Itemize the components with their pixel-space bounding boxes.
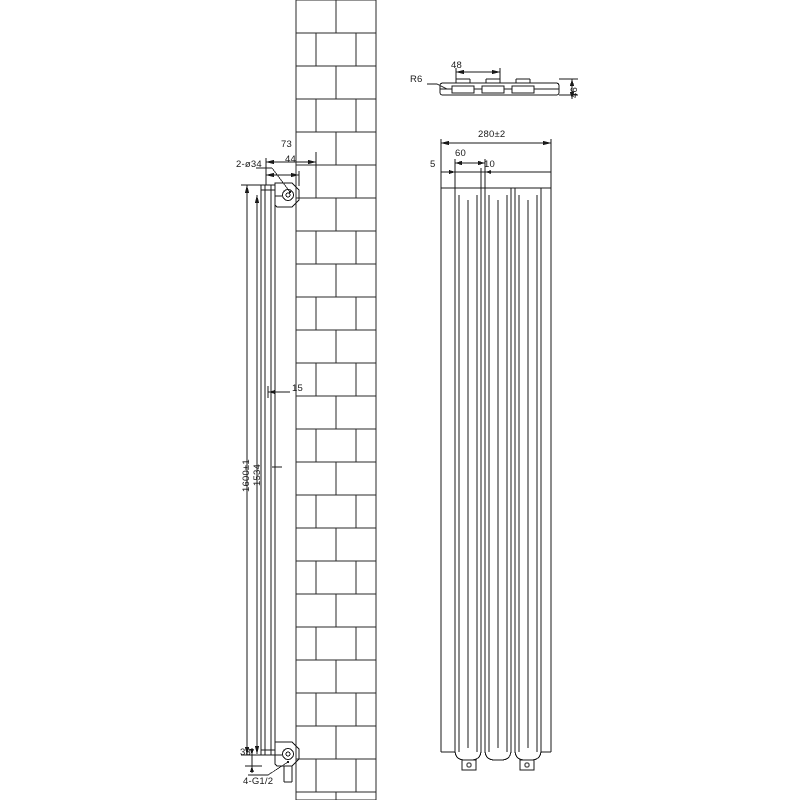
dim-label-overall-width: 280±2 [478, 129, 506, 140]
dim-label-48: 48 [451, 60, 462, 71]
dim-panel-spacing [455, 159, 485, 190]
top-wall-bracket [275, 183, 299, 207]
dim-label-overall-height: 1600±1 [241, 459, 252, 492]
front-view-radiator [441, 172, 551, 770]
dim-label-10: 10 [484, 159, 495, 170]
dim-label-33: 33 [240, 747, 251, 758]
dim-label-5: 5 [430, 159, 436, 170]
leader-4-g12 [248, 761, 289, 775]
side-view-radiator [261, 185, 275, 755]
brick-wall [296, 0, 376, 800]
top-section-detail [427, 68, 578, 99]
dim-label-r6: R6 [410, 74, 423, 85]
dim-label-60: 60 [455, 148, 466, 159]
dim-label-46: 46 [569, 87, 580, 98]
dim-panel-width [481, 168, 497, 190]
dim-label-15: 15 [292, 383, 303, 394]
dim-label-73: 73 [281, 139, 292, 150]
dim-label-holes: 2-ø34 [236, 159, 262, 170]
dim-label-centres: 1534 [252, 464, 263, 486]
dim-label-connections: 4-G1/2 [243, 776, 274, 787]
dim-edge-offset [441, 170, 455, 174]
dim-44 [266, 171, 299, 186]
dim-label-44: 44 [285, 154, 296, 165]
